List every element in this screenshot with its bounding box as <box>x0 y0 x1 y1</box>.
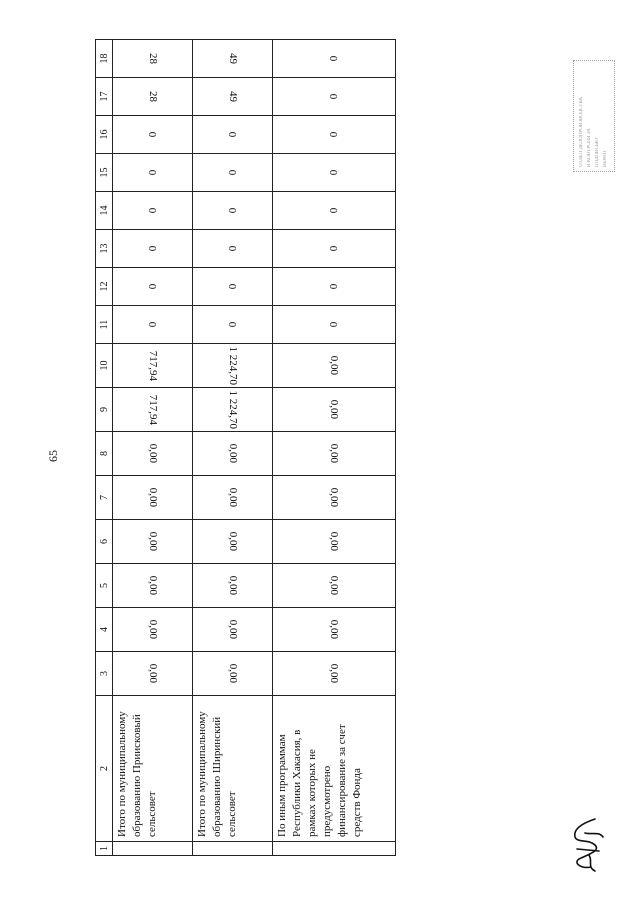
table-row-shirinsky <box>193 40 273 856</box>
cell-value: 1 224,70 <box>226 390 239 429</box>
header-cell: 16 <box>96 116 113 154</box>
row-number-cell <box>273 842 396 856</box>
cell-value: 0,00 <box>146 619 159 640</box>
page-number: 65 <box>46 450 60 462</box>
cell-value: 717,94 <box>146 350 159 381</box>
cell-value: 0 <box>113 230 193 268</box>
header-cell: 8 <box>96 432 113 476</box>
program-summary-table <box>95 42 382 856</box>
table-row-prioskovy <box>113 40 193 856</box>
cell-value: 0 <box>113 154 193 192</box>
cell-value: 1 224,70 <box>226 346 239 385</box>
cell-value: 0,00 <box>328 575 340 596</box>
cell-value: 0,00 <box>328 355 340 376</box>
cell-value: 0,00 <box>226 487 239 508</box>
header-cell: 17 <box>96 78 113 116</box>
cell-value: 0 <box>193 154 273 192</box>
header-cell: 11 <box>96 306 113 344</box>
row-name: Итого по муниципальному образованию Приисковый сельсовет <box>113 696 193 842</box>
cell-value: 0,00 <box>226 663 239 684</box>
cell-value: 0,00 <box>226 619 239 640</box>
cell-value: 0 <box>273 116 396 154</box>
row-number-cell <box>113 842 193 856</box>
cell-value: 0 <box>113 306 193 344</box>
cell-value: 0 <box>113 116 193 154</box>
cell-value: 0,00 <box>328 399 340 420</box>
cell-value: 0,00 <box>146 443 159 464</box>
cell-value: 0,00 <box>328 443 340 464</box>
cell-value: 0 <box>273 268 396 306</box>
cell-value: 0 <box>193 230 273 268</box>
cell-value: 0 <box>273 40 396 78</box>
cell-value: 0 <box>193 116 273 154</box>
header-row <box>96 40 113 856</box>
signature <box>565 815 609 880</box>
header-cell: 2 <box>96 696 113 842</box>
cell-value: 0 <box>273 306 396 344</box>
header-cell: 6 <box>96 520 113 564</box>
cell-value: 0 <box>193 192 273 230</box>
cell-value: 0,00 <box>226 531 239 552</box>
stamp-line: И КОНТРОЛЯ ЗА <box>587 128 592 167</box>
cell-value: 0 <box>193 306 273 344</box>
stamp <box>573 60 615 172</box>
cell-value: 0,00 <box>226 443 239 464</box>
row-number-cell <box>193 842 273 856</box>
cell-value: 49 <box>226 53 239 64</box>
cell-value: 0 <box>113 192 193 230</box>
row-name: Итого по муниципальному образованию Ширинский сельсовет <box>193 696 273 842</box>
cell-value: 0,00 <box>146 487 159 508</box>
cell-value: 0 <box>193 268 273 306</box>
header-cell: 5 <box>96 564 113 608</box>
stamp-line: ПОДПИСЬЮ <box>595 138 600 167</box>
cell-value: 717,94 <box>146 394 159 425</box>
cell-value: 0 <box>273 78 396 116</box>
cell-value: 0 <box>273 154 396 192</box>
cell-value: 0,00 <box>328 531 340 552</box>
cell-value: 0,00 <box>328 663 340 684</box>
cell-value: 28 <box>146 53 159 64</box>
header-cell: 1 <box>96 842 113 856</box>
stamp-line: ОТДЕЛ ДЕЛОПРОИЗВОДСТВА <box>579 96 584 167</box>
header-cell: 18 <box>96 40 113 78</box>
cell-value: 0 <box>273 192 396 230</box>
cell-value: 0,00 <box>328 487 340 508</box>
cell-value: 28 <box>146 91 159 102</box>
header-cell: 13 <box>96 230 113 268</box>
cell-value: 0 <box>273 230 396 268</box>
cell-value: 0,00 <box>146 575 159 596</box>
header-cell: 9 <box>96 388 113 432</box>
cell-value: 0,00 <box>146 663 159 684</box>
header-cell: 12 <box>96 268 113 306</box>
header-cell: 3 <box>96 652 113 696</box>
cell-value: 0,00 <box>226 575 239 596</box>
header-cell: 15 <box>96 154 113 192</box>
header-cell: 4 <box>96 608 113 652</box>
header-cell: 14 <box>96 192 113 230</box>
header-cell: 7 <box>96 476 113 520</box>
row-name: По иным программам Республики Хакасия, в рамках которых не предусмотрено финансирование за счет средств Фонда <box>273 696 396 842</box>
cell-value: 49 <box>226 91 239 102</box>
table-row-other-programs <box>273 40 396 856</box>
cell-value: 0 <box>113 268 193 306</box>
header-cell: 10 <box>96 344 113 388</box>
cell-value: 0,00 <box>328 619 340 640</box>
cell-value: 0,00 <box>146 531 159 552</box>
stamp-line: ВЕРНО <box>603 150 608 167</box>
